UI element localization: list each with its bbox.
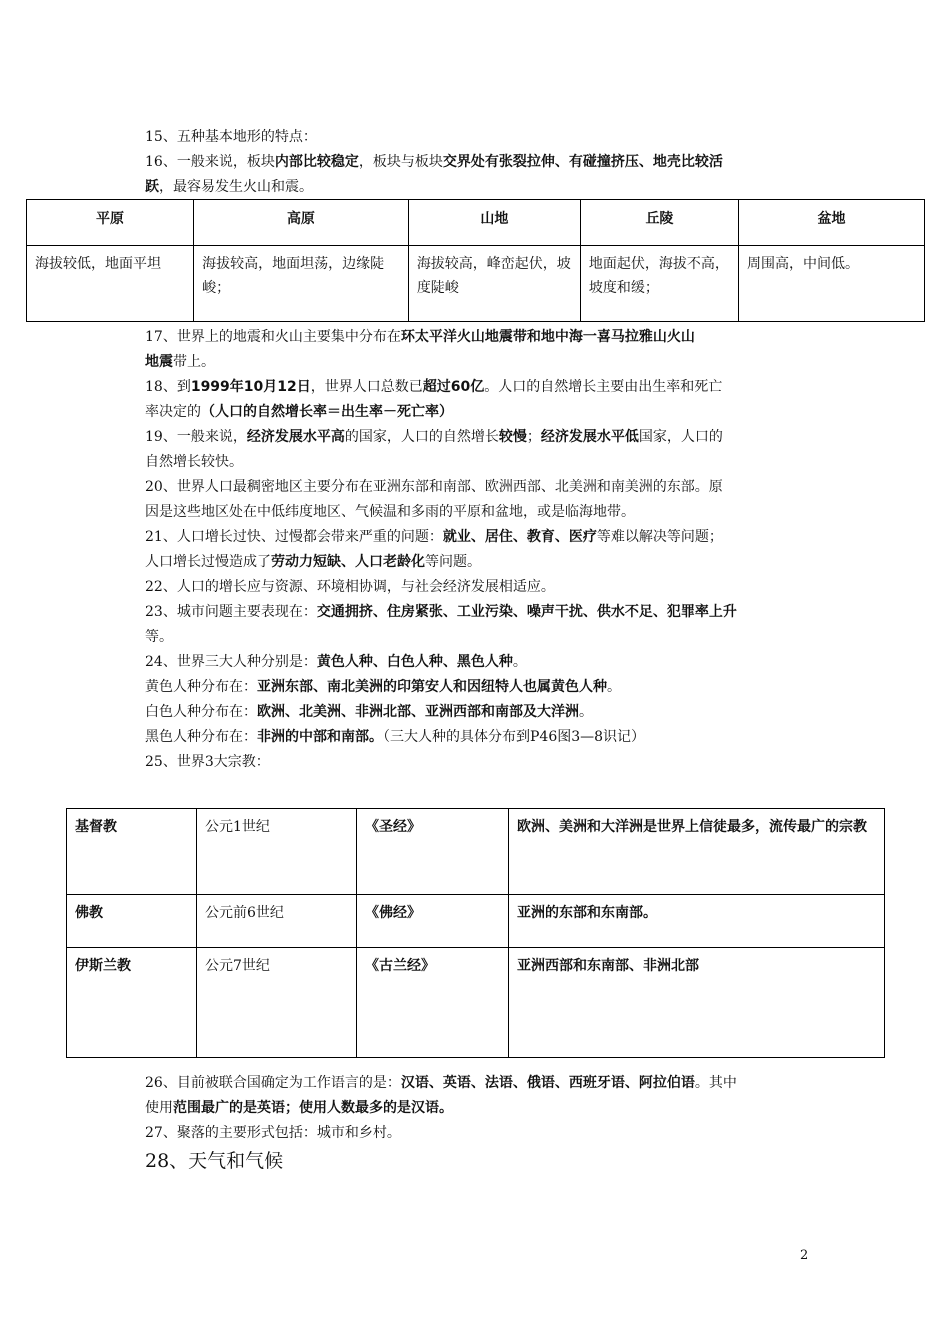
item-27 xyxy=(145,1123,401,1143)
religion-time: 公元1世纪 xyxy=(197,809,357,895)
header-cell: 平原 xyxy=(27,200,194,246)
text: ，世界人口总数已 xyxy=(310,379,423,395)
emphasis: 汉语、英语、法语、俄语、西班牙语、阿拉伯语 xyxy=(400,1075,695,1091)
emphasis: 环太平洋火山地震带和地中海一喜马拉雅山火山 xyxy=(400,329,695,345)
text: 。 xyxy=(579,704,593,720)
religion-region: 欧洲、美洲和大洋洲是世界上信徒最多，流传最广的宗教 xyxy=(509,809,885,895)
text: （三大人种的具体分布到P46图3—8识记） xyxy=(383,729,646,745)
terrain-data-row xyxy=(27,246,925,322)
text: 因是这些地区处在中低纬度地区、气候温和多雨的平原和盆地，或是临海地带。 xyxy=(145,504,635,520)
religion-name: 佛教 xyxy=(67,895,197,948)
text: 27、聚落的主要形式包括：城市和乡村。 xyxy=(145,1125,401,1141)
item-21-cont xyxy=(145,552,481,572)
terrain-cell: 海拔较高，峰峦起伏，坡度陡峻 xyxy=(408,246,580,322)
terrain-table xyxy=(26,199,925,322)
text: 。 xyxy=(512,654,527,670)
item-15-text: 15、五种基本地形的特点： xyxy=(145,129,317,145)
page-number: 2 xyxy=(800,1248,809,1263)
emphasis: 较慢 xyxy=(498,429,527,445)
terrain-cell: 周围高，中间低。 xyxy=(739,246,925,322)
text: 黑色人种分布在： xyxy=(145,729,257,745)
text: 21、人口增长过快、过慢都会带来严重的问题： xyxy=(145,529,443,545)
religion-book: 《古兰经》 xyxy=(357,948,509,1058)
terrain-cell: 地面起伏，海拔不高，坡度和缓； xyxy=(580,246,738,322)
text: 22、人口的增长应与资源、环境相协调，与社会经济发展相适应。 xyxy=(145,579,555,595)
item-24-yellow xyxy=(145,677,621,697)
text: 24、世界三大人种分别是： xyxy=(145,654,317,670)
terrain-header-row xyxy=(27,200,925,246)
religion-region: 亚洲西部和东南部、非洲北部 xyxy=(509,948,885,1058)
header-cell: 盆地 xyxy=(739,200,925,246)
item-24-black xyxy=(145,727,645,747)
text: 。人口的自然增长主要由出生率和死亡 xyxy=(484,379,723,395)
text: 国家，人口的 xyxy=(638,429,723,445)
text: 人口增长过慢造成了 xyxy=(145,554,271,570)
item-20 xyxy=(145,477,723,497)
item-23 xyxy=(145,602,737,622)
emphasis: 劳动力短缺、人口老龄化 xyxy=(271,554,425,570)
text: 等。 xyxy=(145,629,173,645)
religion-book: 《圣经》 xyxy=(357,809,509,895)
emphasis: 内部比较稳定 xyxy=(274,154,359,170)
religion-row xyxy=(67,948,885,1058)
religion-name: 伊斯兰教 xyxy=(67,948,197,1058)
emphasis: 黄色人种、白色人种、黑色人种 xyxy=(316,654,513,670)
religion-row xyxy=(67,895,885,948)
religion-table xyxy=(66,808,885,1058)
religion-time: 公元7世纪 xyxy=(197,948,357,1058)
item-19-cont xyxy=(145,452,243,472)
religion-region: 亚洲的东部和东南部。 xyxy=(509,895,885,948)
header-cell: 山地 xyxy=(408,200,580,246)
text: 20、世界人口最稠密地区主要分布在亚洲东部和南部、欧洲西部、北美洲和南美洲的东部。原 xyxy=(145,479,723,495)
text: 。其中 xyxy=(694,1075,737,1091)
emphasis: 1999年10月12日 xyxy=(190,379,311,395)
item-24-white xyxy=(145,702,593,722)
emphasis: 交界处有张裂拉伸、有碰撞挤压、地壳比较活 xyxy=(442,154,723,170)
text: 23、城市问题主要表现在： xyxy=(145,604,317,620)
text: 18、到 xyxy=(145,379,191,395)
text: 自然增长较快。 xyxy=(145,454,243,470)
text: 26、目前被联合国确定为工作语言的是： xyxy=(145,1075,401,1091)
item-25 xyxy=(145,752,270,772)
religion-book: 《佛经》 xyxy=(357,895,509,948)
item-16-cont xyxy=(145,177,313,197)
emphasis: 就业、居住、教育、医疗 xyxy=(442,529,597,545)
emphasis: 超过60亿 xyxy=(422,379,485,395)
text: 黄色人种分布在： xyxy=(145,679,257,695)
emphasis: 非洲的中部和南部。 xyxy=(257,729,383,745)
text: 等问题。 xyxy=(425,554,481,570)
text: 白色人种分布在： xyxy=(145,704,257,720)
item-15 xyxy=(145,127,317,147)
text: 16、一般来说，板块 xyxy=(145,154,275,170)
item-24 xyxy=(145,652,527,672)
religion-row xyxy=(67,809,885,895)
text: ，最容易发生火山和震。 xyxy=(159,179,313,195)
emphasis: 地震 xyxy=(145,354,173,370)
emphasis: 经济发展水平低 xyxy=(540,429,639,445)
emphasis: 跃 xyxy=(145,179,159,195)
emphasis: 交通拥挤、住房紧张、工业污染、噪声干扰、供水不足、犯罪率上升 xyxy=(316,604,737,620)
item-28-heading: 28、天气和气候 xyxy=(145,1150,284,1172)
item-26 xyxy=(145,1073,737,1093)
text: ，板块与板块 xyxy=(358,154,443,170)
emphasis: 欧洲、北美洲、非洲北部、亚洲西部和南部及大洋洲 xyxy=(257,704,579,720)
item-17-cont xyxy=(145,352,215,372)
header-cell: 丘陵 xyxy=(580,200,738,246)
text: 使用 xyxy=(145,1100,173,1116)
text: 17、世界上的地震和火山主要集中分布在 xyxy=(145,329,401,345)
item-26-cont xyxy=(145,1098,453,1118)
emphasis: 经济发展水平高 xyxy=(246,429,345,445)
item-23-cont xyxy=(145,627,173,647)
item-16 xyxy=(145,152,723,172)
emphasis: 范围最广的是英语；使用人数最多的是汉语。 xyxy=(173,1100,453,1116)
text: 率决定的 xyxy=(145,404,201,420)
item-17 xyxy=(145,327,695,347)
item-20-cont xyxy=(145,502,635,522)
item-21 xyxy=(145,527,723,547)
text: 25、世界3大宗教： xyxy=(145,754,270,770)
text: ； xyxy=(526,429,541,445)
text: 等难以解决等问题； xyxy=(596,529,723,545)
text: 19、一般来说， xyxy=(145,429,247,445)
header-cell: 高原 xyxy=(194,200,409,246)
item-18-cont xyxy=(145,402,453,422)
emphasis: 亚洲东部、南北美洲的印第安人和因纽特人也属黄色人种 xyxy=(257,679,607,695)
emphasis: （人口的自然增长率＝出生率－死亡率） xyxy=(201,404,453,420)
text: 的国家，人口的自然增长 xyxy=(344,429,499,445)
religion-time: 公元前6世纪 xyxy=(197,895,357,948)
item-22 xyxy=(145,577,555,597)
text: 带上。 xyxy=(173,354,215,370)
item-18 xyxy=(145,377,722,397)
terrain-cell: 海拔较高，地面坦荡，边缘陡峻； xyxy=(194,246,409,322)
religion-name: 基督教 xyxy=(67,809,197,895)
item-19 xyxy=(145,427,723,447)
text: 。 xyxy=(607,679,621,695)
terrain-cell: 海拔较低，地面平坦 xyxy=(27,246,194,322)
